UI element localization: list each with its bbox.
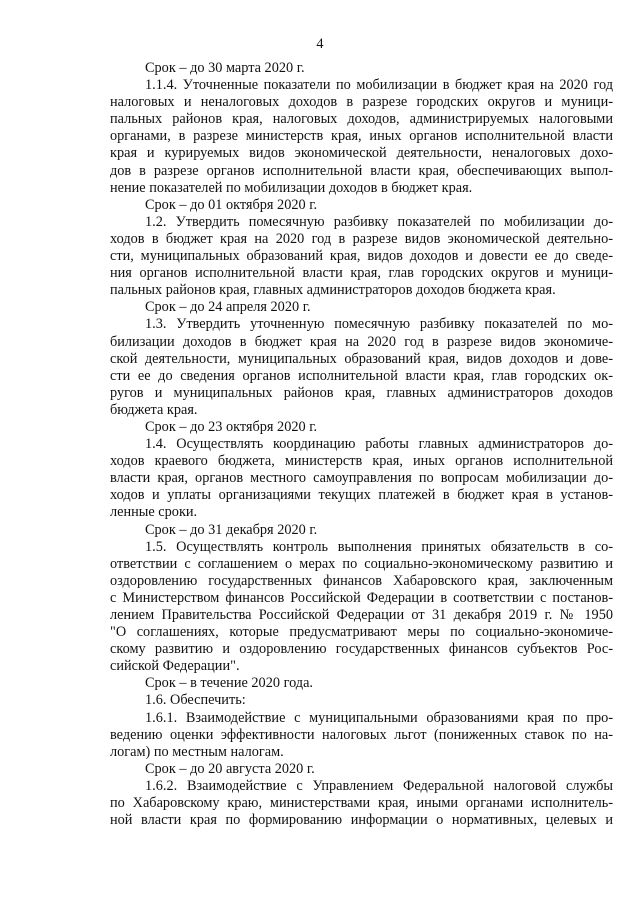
- paragraph-line: лением Правительства Российской Федерации от 31 декабря 2019 г. № 1950: [110, 607, 613, 623]
- paragraph-line: пальных районов края, налоговых доходов, администрируемых налоговыми: [110, 111, 613, 128]
- section-heading: 1.6. Обеспечить:: [145, 692, 246, 709]
- deadline-line: Срок – до 01 октября 2020 г.: [145, 196, 318, 213]
- paragraph-line: ния органов исполнительной власти края, глав городских округов и муници-: [110, 265, 613, 282]
- paragraph-line: ленные сроки.: [110, 504, 198, 521]
- paragraph-line: 1.1.4. Уточненные показатели по мобилизации в бюджет края на 2020 год: [145, 77, 613, 94]
- paragraph-line: налоговых и неналоговых доходов в разрезе городских округов и муници-: [110, 94, 613, 111]
- paragraph-line: ответствии с соглашением о мерах по социально-экономическому развитию и: [110, 555, 613, 572]
- paragraph-line: дов в разрезе органов исполнительной власти края, обеспечивающих выпол-: [110, 162, 613, 179]
- deadline-line: Срок – до 23 октября 2020 г.: [145, 418, 318, 435]
- paragraph-line: ходов и уплаты организациями текущих платежей в бюджет края в установ-: [110, 487, 613, 504]
- paragraph-line: логам) по местным налогам.: [110, 743, 284, 760]
- paragraph-line: края и курируемых видов экономической деятельности, неналоговых дохо-: [110, 145, 613, 162]
- deadline-line: Срок – до 24 апреля 2020 г.: [145, 299, 311, 316]
- paragraph-line: нение показателей по мобилизации доходов в бюджет края.: [110, 179, 473, 196]
- paragraph-line: билизации доходов в бюджет края на 2020 год в разрезе видов экономиче-: [110, 333, 613, 350]
- paragraph-line: власти края, органов местного самоуправления по вопросам мобилизации до-: [110, 470, 613, 487]
- paragraph-line: 1.2. Утвердить помесячную разбивку показателей по мобилизации до-: [145, 213, 613, 230]
- paragraph-line: бюджета края.: [110, 401, 198, 418]
- deadline-line: Срок – до 31 декабря 2020 г.: [145, 521, 318, 538]
- paragraph-line: 1.6.2. Взаимодействие с Управлением Федеральной налоговой службы: [145, 777, 613, 794]
- deadline-line: Срок – до 20 августа 2020 г.: [145, 760, 315, 777]
- paragraph-line: сти, муниципальных образований края, видов доходов и довести ее до сведе-: [110, 248, 613, 265]
- deadline-line: Срок – в течение 2020 года.: [145, 675, 314, 692]
- paragraph-line: по Хабаровскому краю, министерствами края, иными органами исполнитель-: [110, 795, 613, 812]
- paragraph-line: ской деятельности, муниципальных образований края, видов доходов и дове-: [110, 350, 613, 367]
- paragraph-line: 1.5. Осуществлять контроль выполнения принятых обязательств в со-: [145, 538, 613, 555]
- paragraph-line: скому развитию и оздоровлению государственных финансов субъектов Рос-: [110, 641, 613, 658]
- paragraph-line: пальных районов края, главных администраторов доходов бюджета края.: [110, 282, 556, 299]
- paragraph-line: 1.3. Утвердить уточненную помесячную разбивку показателей по мо-: [145, 316, 613, 333]
- document-body: [110, 60, 613, 829]
- paragraph-line: органами, в разрезе министерств края, иных органов исполнительной власти: [110, 128, 613, 145]
- paragraph-line: 1.4. Осуществлять координацию работы главных администраторов до-: [145, 436, 613, 453]
- paragraph-line: сти ее до сведения органов исполнительной власти края, глав городских ок-: [110, 367, 613, 384]
- paragraph-line: ной власти края по формированию информации о нормативных, целевых и: [110, 812, 613, 829]
- deadline-line: Срок – до 30 марта 2020 г.: [145, 60, 305, 76]
- paragraph-line: ругов и муниципальных районов края, главных администраторов доходов: [110, 384, 613, 401]
- paragraph-line: сийской Федерации".: [110, 658, 240, 675]
- paragraph-line: ходов краевого бюджета, министерств края, иных органов исполнительной: [110, 453, 613, 470]
- page-number: 4: [316, 36, 324, 52]
- paragraph-line: 1.6.1. Взаимодействие с муниципальными образованиями края по про-: [145, 709, 613, 726]
- paragraph-line: "О соглашениях, которые предусматривают меры по социально-экономиче-: [110, 624, 613, 641]
- paragraph-line: ведению оценки эффективности налоговых льгот (пониженных ставок по на-: [110, 726, 613, 743]
- paragraph-line: оздоровлению государственных финансов Хабаровского края, заключенным: [110, 572, 613, 589]
- paragraph-line: ходов в бюджет края на 2020 год в разрезе видов экономической деятельно-: [110, 230, 613, 247]
- paragraph-line: с Министерством финансов Российской Федерации в соответствии с постанов-: [110, 589, 613, 606]
